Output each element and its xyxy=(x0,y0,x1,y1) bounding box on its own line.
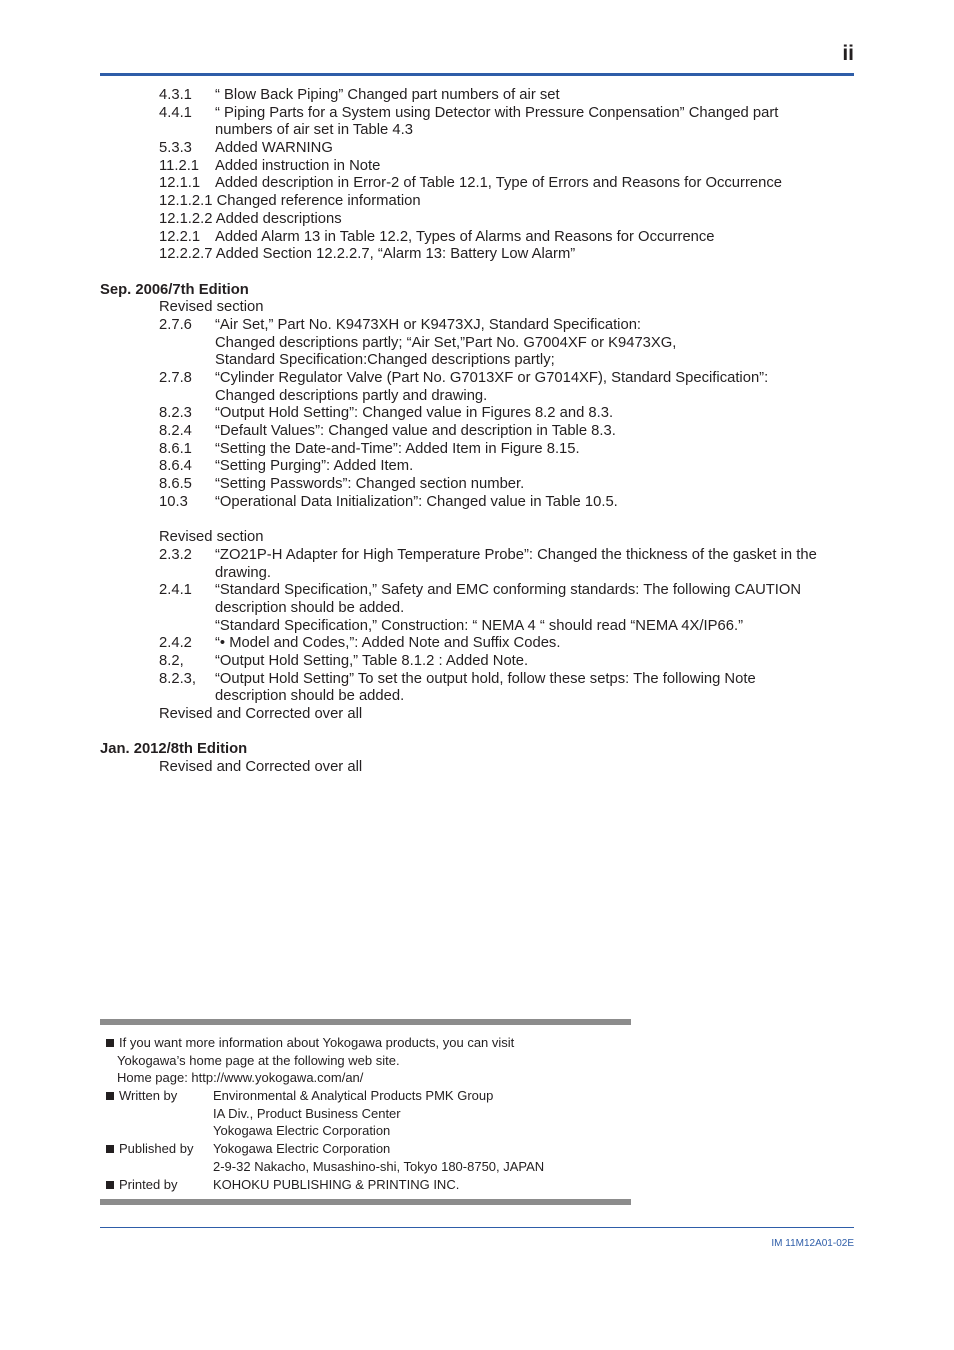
revision-line xyxy=(100,405,860,423)
revised-section-label: Revised section xyxy=(159,299,264,316)
section-text: “Setting Passwords”: Changed section number. xyxy=(215,476,525,493)
section-number: 8.2.3, xyxy=(159,670,197,687)
published-by-row xyxy=(104,1140,634,1158)
revision-line xyxy=(100,229,860,247)
section-number: 2.7.6 xyxy=(159,316,192,333)
page-number: ii xyxy=(842,42,854,65)
section-text: “Standard Specification,” Safety and EMC conforming standards: The following CAUTION xyxy=(215,582,802,599)
revision-line xyxy=(100,370,860,388)
revision-line xyxy=(100,565,860,583)
section-number: 8.2, xyxy=(159,653,184,669)
published-by-label: Published by xyxy=(119,1141,194,1157)
homepage-text: Home page: http://www.yokogawa.com/an/ xyxy=(117,1070,364,1086)
revision-line xyxy=(100,140,860,158)
bottom-rule xyxy=(100,1227,854,1228)
printed-by-row xyxy=(104,1176,634,1194)
section-text: drawing. xyxy=(215,564,271,581)
section-text: “Air Set,” Part No. K9473XH or K9473XJ, Standard Specification: xyxy=(215,316,642,333)
revision-line xyxy=(100,352,860,370)
revision-line xyxy=(100,158,860,176)
document-id: IM 11M12A01-02E xyxy=(771,1238,854,1249)
square-bullet-icon xyxy=(106,1039,114,1047)
section-number: 8.6.4 xyxy=(159,458,192,475)
info-text: Yokogawa’s home page at the following web site. xyxy=(117,1052,400,1068)
written-by-row xyxy=(104,1087,634,1105)
section-number: 8.6.1 xyxy=(159,440,192,457)
section-text: “ZO21P-H Adapter for High Temperature Probe”: Changed the thickness of the gasket in the xyxy=(215,546,817,563)
section-number: 2.3.2 xyxy=(159,546,192,563)
square-bullet-icon xyxy=(106,1092,114,1100)
revision-line xyxy=(100,317,860,335)
written-by-label: Written by xyxy=(119,1088,178,1104)
closing-text: Revised and Corrected over all xyxy=(159,706,363,723)
revision-line xyxy=(100,175,860,193)
section-number: 11.2.1 xyxy=(159,157,200,174)
section-text: Standard Specification:Changed descriptions partly; xyxy=(215,352,555,369)
revised-section-label: Revised section xyxy=(159,529,264,546)
revision-line xyxy=(100,547,860,565)
section-text: “Operational Data Initialization”: Changed value in Table 10.5. xyxy=(215,493,618,510)
written-by-value: IA Div., Product Business Center xyxy=(213,1105,401,1121)
revision-line xyxy=(100,582,860,600)
section-text: “Output Hold Setting”: Changed value in Figures 8.2 and 8.3. xyxy=(215,405,614,422)
revision-line xyxy=(100,423,860,441)
revision-line xyxy=(100,193,860,211)
section-text: “• Model and Codes,”: Added Note and Suffix Codes. xyxy=(215,635,561,652)
section-text: “Cylinder Regulator Valve (Part No. G7013XF or G7014XF), Standard Specification”: xyxy=(215,370,769,386)
info-line xyxy=(104,1034,634,1052)
footer-rule-bottom xyxy=(100,1199,631,1205)
header-rule xyxy=(100,73,854,76)
section-number: 2.4.1 xyxy=(159,582,192,599)
section-number: 5.3.3 xyxy=(159,140,192,157)
revision-line xyxy=(100,458,860,476)
revision-line xyxy=(100,688,860,706)
revision-line xyxy=(100,388,860,406)
section-number: 10.3 xyxy=(159,493,188,510)
section-text: Changed descriptions partly and drawing. xyxy=(215,387,488,404)
published-by-row xyxy=(104,1158,634,1176)
info-line xyxy=(104,1052,634,1070)
revision-line xyxy=(100,122,860,140)
revised-label xyxy=(100,529,860,547)
section-text: “Setting Purging”: Added Item. xyxy=(215,458,414,475)
section-number: 12.1.1 xyxy=(159,175,201,192)
square-bullet-icon xyxy=(106,1145,114,1153)
revision-line xyxy=(100,759,860,777)
info-text: If you want more information about Yokogawa products, you can visit xyxy=(119,1035,515,1050)
revision-line xyxy=(100,635,860,653)
section-text: “Standard Specification,” Construction: “ NEMA 4 “ should read “NEMA 4X/IP66.” xyxy=(215,617,743,634)
revision-line xyxy=(100,653,860,671)
section-text: “ Blow Back Piping” Changed part numbers of air set xyxy=(215,87,560,103)
footer-rule-top xyxy=(100,1019,631,1025)
section-number: 2.7.8 xyxy=(159,370,192,386)
section-text: 12.2.2.7 Added Section 12.2.2.7, “Alarm 13: Battery Low Alarm” xyxy=(159,246,576,263)
written-by-row xyxy=(104,1105,634,1123)
section-text: “Output Hold Setting” To set the output hold, follow these setps: The following Note xyxy=(215,670,756,687)
revision-line xyxy=(100,671,860,689)
written-by-row xyxy=(104,1122,634,1140)
section-text: Changed descriptions partly; “Air Set,”Part No. G7004XF or K9473XG, xyxy=(215,334,677,351)
section-number: 12.2.1 xyxy=(159,228,201,245)
revision-line xyxy=(100,246,860,264)
section-number: 8.2.3 xyxy=(159,405,192,422)
section-text: Added Alarm 13 in Table 12.2, Types of Alarms and Reasons for Occurrence xyxy=(215,228,715,245)
section-text: Added WARNING xyxy=(215,140,333,157)
section-number: 8.2.4 xyxy=(159,423,192,440)
section-text: 12.1.2.2 Added descriptions xyxy=(159,210,342,227)
revised-label xyxy=(100,299,860,317)
square-bullet-icon xyxy=(106,1181,114,1189)
revision-line xyxy=(100,87,860,105)
section-text: Added description in Error-2 of Table 12.1, Type of Errors and Reasons for Occurrence xyxy=(215,175,782,192)
published-by-value: 2-9-32 Nakacho, Musashino-shi, Tokyo 180-8750, JAPAN xyxy=(213,1158,545,1174)
section-text: 12.1.2.1 Changed reference information xyxy=(159,193,421,210)
revision-line xyxy=(100,335,860,353)
revision-line xyxy=(100,211,860,229)
section-text: “ Piping Parts for a System using Detector with Pressure Conpensation” Changed part xyxy=(215,104,779,121)
revision-body xyxy=(100,87,860,777)
edition-heading xyxy=(100,741,860,759)
edition-heading xyxy=(100,282,860,300)
section-text: “Output Hold Setting,” Table 8.1.2 : Added Note. xyxy=(215,653,529,669)
edition-text: Revised and Corrected over all xyxy=(159,759,363,776)
section-text: “Setting the Date-and-Time”: Added Item in Figure 8.15. xyxy=(215,440,580,457)
written-by-value: Yokogawa Electric Corporation xyxy=(213,1123,391,1139)
edition-title: Sep. 2006/7th Edition xyxy=(100,281,249,298)
published-by-value: Yokogawa Electric Corporation xyxy=(213,1141,391,1157)
printed-by-label: Printed by xyxy=(119,1176,178,1192)
section-number: 2.4.2 xyxy=(159,635,192,652)
written-by-value: Environmental & Analytical Products PMK Group xyxy=(213,1088,494,1104)
edition-title: Jan. 2012/8th Edition xyxy=(100,741,248,758)
section-text: description should be added. xyxy=(215,688,405,705)
section-number: 4.3.1 xyxy=(159,87,192,103)
publisher-info xyxy=(104,1034,634,1193)
section-text: Added instruction in Note xyxy=(215,157,381,174)
section-number: 8.6.5 xyxy=(159,476,192,493)
printed-by-value: KOHOKU PUBLISHING & PRINTING INC. xyxy=(213,1176,460,1192)
revision-line xyxy=(100,600,860,618)
section-text: description should be added. xyxy=(215,599,405,616)
section-number: 4.4.1 xyxy=(159,104,192,121)
revision-line xyxy=(100,706,860,724)
revision-line xyxy=(100,105,860,123)
revision-line xyxy=(100,441,860,459)
section-text: “Default Values”: Changed value and description in Table 8.3. xyxy=(215,423,616,440)
section-text: numbers of air set in Table 4.3 xyxy=(215,122,413,139)
revision-line xyxy=(100,494,860,512)
revision-line xyxy=(100,618,860,636)
info-line xyxy=(104,1069,634,1087)
revision-line xyxy=(100,476,860,494)
